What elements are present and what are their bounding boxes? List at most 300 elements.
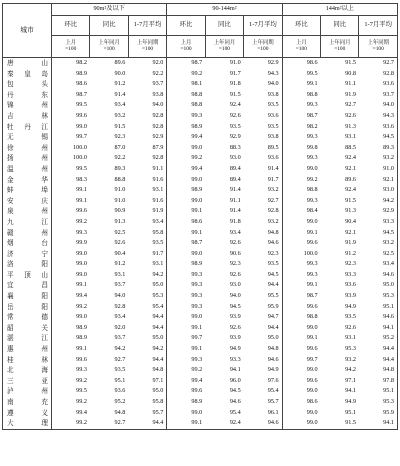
index-value-cell: 91.2 bbox=[114, 80, 126, 88]
table-row bbox=[3, 196, 398, 207]
index-value-cell: 99.1 bbox=[76, 281, 87, 289]
index-value-cell: 93.1 bbox=[345, 334, 356, 342]
index-value-cell: 99.4 bbox=[76, 408, 87, 416]
index-value-cell: 93.4 bbox=[114, 101, 126, 109]
index-value-cell: 94.0 bbox=[383, 101, 394, 109]
index-value-cell: 95.3 bbox=[128, 291, 166, 302]
city-cell: 包头 bbox=[3, 79, 52, 90]
index-value-cell: 93.5 bbox=[244, 122, 282, 133]
index-value-cell: 88.8 bbox=[114, 175, 126, 183]
index-value-cell: 92.6 bbox=[345, 323, 356, 331]
index-value-cell: 92.6 bbox=[345, 111, 356, 119]
index-value-cell: 98.9 bbox=[191, 260, 203, 268]
index-value-cell: 91.0 bbox=[114, 196, 126, 204]
index-value-cell: 99.2 bbox=[76, 376, 87, 384]
index-value-cell: 92.8 bbox=[128, 122, 166, 133]
index-value-cell: 99.3 bbox=[306, 260, 318, 268]
table-row bbox=[3, 58, 398, 69]
index-value-cell: 95.3 bbox=[383, 292, 394, 300]
index-value-cell: 95.1 bbox=[383, 302, 394, 310]
index-value-cell: 92.8 bbox=[128, 111, 166, 122]
table-row bbox=[3, 280, 398, 291]
index-value-cell: 99.3 bbox=[306, 154, 318, 162]
index-value-cell: 93.2 bbox=[244, 185, 282, 196]
index-value-cell: 93.2 bbox=[383, 239, 394, 247]
index-value-cell: 93.7 bbox=[383, 90, 394, 98]
index-value-cell: 95.0 bbox=[128, 333, 166, 344]
city-cell: 丹东 bbox=[3, 90, 52, 101]
table-row bbox=[3, 228, 398, 239]
index-value-cell: 94.8 bbox=[128, 365, 166, 376]
index-value-cell: 89.6 bbox=[345, 175, 356, 183]
index-value-cell: 93.6 bbox=[114, 387, 126, 395]
table-row bbox=[3, 122, 398, 133]
index-value-cell: 92.4 bbox=[205, 418, 243, 429]
index-value-cell: 99.0 bbox=[76, 313, 87, 321]
table-row bbox=[3, 79, 398, 90]
index-value-cell: 94.1 bbox=[359, 418, 398, 429]
index-value-cell: 98.7 bbox=[191, 59, 203, 66]
city-cell: 济宁 bbox=[3, 249, 52, 260]
index-value-cell: 99.0 bbox=[306, 408, 318, 416]
index-value-cell: 99.1 bbox=[76, 186, 87, 194]
index-value-cell: 94.4 bbox=[244, 280, 282, 291]
index-value-cell: 92.8 bbox=[114, 302, 126, 310]
table-row bbox=[3, 249, 398, 260]
table-row bbox=[3, 302, 398, 313]
index-value-cell: 92.9 bbox=[383, 207, 394, 215]
index-value-cell: 91.3 bbox=[345, 122, 356, 130]
index-value-cell: 99.2 bbox=[306, 175, 318, 183]
index-value-cell: 94.9 bbox=[345, 398, 356, 405]
index-value-cell: 93.4 bbox=[114, 313, 126, 321]
index-value-cell: 95.9 bbox=[244, 302, 282, 313]
index-value-cell: 99.0 bbox=[306, 217, 318, 225]
index-value-cell: 94.1 bbox=[229, 366, 241, 374]
table-row bbox=[3, 418, 398, 429]
index-value-cell: 93.2 bbox=[244, 217, 282, 228]
index-value-cell: 93.4 bbox=[128, 217, 166, 228]
index-value-cell: 99.4 bbox=[76, 292, 87, 300]
index-value-cell: 93.7 bbox=[128, 79, 166, 90]
index-value-cell: 99.6 bbox=[76, 355, 87, 363]
index-value-cell: 94.6 bbox=[383, 313, 394, 321]
index-value-cell: 95.4 bbox=[128, 302, 166, 313]
index-value-cell: 99.6 bbox=[76, 207, 87, 215]
index-value-cell: 99.4 bbox=[191, 133, 203, 141]
metric-header-avg: 1-7月平均 bbox=[128, 16, 166, 36]
index-value-cell: 94.6 bbox=[383, 270, 394, 278]
index-value-cell: 93.7 bbox=[114, 334, 126, 342]
index-value-cell: 93.5 bbox=[114, 366, 126, 374]
index-value-cell: 99.7 bbox=[191, 334, 203, 342]
index-value-cell: 91.9 bbox=[345, 90, 356, 98]
table-row bbox=[3, 217, 398, 228]
index-value-cell: 94.2 bbox=[345, 366, 356, 374]
index-value-cell: 98.1 bbox=[191, 80, 203, 88]
index-value-cell: 98.9 bbox=[191, 122, 203, 130]
index-value-cell: 98.8 bbox=[306, 186, 318, 194]
index-value-cell: 93.5 bbox=[128, 238, 166, 249]
index-value-cell: 98.6 bbox=[306, 398, 318, 405]
table-row bbox=[3, 376, 398, 387]
index-value-cell: 99.6 bbox=[191, 387, 203, 395]
index-value-cell: 94.5 bbox=[229, 387, 241, 395]
index-value-cell: 93.5 bbox=[345, 313, 356, 321]
index-value-cell: 91.6 bbox=[128, 196, 166, 207]
index-value-cell: 90.8 bbox=[345, 69, 356, 77]
index-value-cell: 93.8 bbox=[244, 90, 282, 101]
index-value-cell: 93.8 bbox=[128, 90, 166, 101]
index-value-cell: 99.3 bbox=[191, 111, 203, 119]
index-value-cell: 98.8 bbox=[191, 90, 203, 98]
index-value-cell: 99.1 bbox=[191, 323, 203, 331]
index-value-cell: 100.0 bbox=[303, 249, 318, 257]
group-header-large: 144m²以上 bbox=[282, 4, 397, 16]
index-value-cell: 98.2 bbox=[306, 122, 318, 130]
index-value-cell: 94.4 bbox=[244, 323, 282, 334]
city-cell: 北海 bbox=[3, 365, 52, 376]
city-cell: 洛阳 bbox=[3, 259, 52, 270]
base-header: 上年同月 =100 bbox=[205, 36, 243, 58]
table-row bbox=[3, 355, 398, 366]
base-header: 上年同期 =100 bbox=[244, 36, 282, 58]
base-header: 上年同期 =100 bbox=[128, 36, 166, 58]
index-value-cell: 93.1 bbox=[114, 270, 126, 278]
index-value-cell: 92.6 bbox=[229, 111, 241, 119]
table-row bbox=[3, 397, 398, 408]
table-row bbox=[3, 153, 398, 164]
index-value-cell: 99.6 bbox=[306, 345, 318, 353]
index-value-cell: 98.2 bbox=[76, 59, 87, 66]
index-value-cell: 94.7 bbox=[244, 312, 282, 323]
city-cell: 蚌埠 bbox=[3, 185, 52, 196]
index-value-cell: 99.0 bbox=[76, 122, 87, 130]
index-value-cell: 93.0 bbox=[383, 186, 394, 194]
index-value-cell: 95.8 bbox=[128, 397, 166, 408]
index-value-cell: 94.6 bbox=[244, 355, 282, 366]
index-value-cell: 91.6 bbox=[128, 175, 166, 186]
index-value-cell: 94.4 bbox=[383, 355, 394, 363]
index-value-cell: 91.5 bbox=[345, 59, 356, 66]
index-value-cell: 92.6 bbox=[229, 239, 241, 247]
index-value-cell: 92.7 bbox=[244, 196, 282, 207]
index-value-cell: 95.2 bbox=[114, 398, 126, 405]
index-value-cell: 98.9 bbox=[76, 334, 87, 342]
index-value-cell: 91.5 bbox=[114, 122, 126, 130]
index-value-cell: 99.0 bbox=[191, 196, 203, 204]
index-value-cell: 93.8 bbox=[244, 132, 282, 143]
index-value-cell: 94.2 bbox=[128, 270, 166, 281]
index-value-cell: 93.5 bbox=[229, 122, 241, 130]
index-value-cell: 94.2 bbox=[383, 196, 394, 204]
city-cell: 韶关 bbox=[3, 323, 52, 334]
metric-header-yoy: 同比 bbox=[321, 16, 359, 36]
index-value-cell: 93.2 bbox=[383, 154, 394, 162]
index-value-cell: 97.6 bbox=[244, 376, 282, 387]
table-row bbox=[3, 100, 398, 111]
index-value-cell: 95.7 bbox=[244, 397, 282, 408]
index-value-cell: 91.4 bbox=[244, 164, 282, 175]
index-value-cell: 100.0 bbox=[73, 143, 87, 151]
table-row bbox=[3, 408, 398, 419]
index-value-cell: 87.0 bbox=[114, 143, 126, 151]
metric-header-mom: 环比 bbox=[52, 16, 90, 36]
index-value-cell: 90.6 bbox=[229, 249, 241, 257]
index-value-cell: 99.0 bbox=[76, 260, 87, 268]
index-value-cell: 98.8 bbox=[191, 101, 203, 109]
table-row bbox=[3, 365, 398, 376]
index-value-cell: 94.2 bbox=[114, 345, 126, 353]
city-cell: 温州 bbox=[3, 164, 52, 175]
index-value-cell: 89.4 bbox=[229, 164, 241, 172]
index-value-cell: 93.3 bbox=[229, 355, 241, 363]
index-value-cell: 99.2 bbox=[191, 69, 203, 77]
base-header: 上年同月 =100 bbox=[90, 36, 128, 58]
index-value-cell: 94.4 bbox=[383, 345, 394, 353]
index-value-cell: 94.2 bbox=[128, 344, 166, 355]
index-value-cell: 87.9 bbox=[128, 143, 166, 154]
index-value-cell: 98.7 bbox=[191, 239, 203, 247]
index-value-cell: 99.5 bbox=[76, 164, 87, 172]
index-value-cell: 99.0 bbox=[191, 408, 203, 416]
index-value-cell: 99.3 bbox=[306, 101, 318, 109]
index-value-cell: 95.4 bbox=[229, 408, 241, 416]
index-value-cell: 98.7 bbox=[306, 111, 318, 119]
index-value-cell: 93.1 bbox=[128, 185, 166, 196]
index-value-cell: 92.3 bbox=[244, 249, 282, 260]
index-value-cell: 99.3 bbox=[191, 292, 203, 300]
index-value-cell: 92.7 bbox=[345, 101, 356, 109]
metric-header-avg: 1-7月平均 bbox=[359, 16, 398, 36]
city-cell: 徐州 bbox=[3, 143, 52, 154]
index-value-cell: 94.5 bbox=[383, 133, 394, 141]
index-value-cell: 99.0 bbox=[306, 387, 318, 395]
index-value-cell: 95.7 bbox=[128, 408, 166, 419]
table-row bbox=[3, 185, 398, 196]
index-value-cell: 98.9 bbox=[76, 323, 87, 331]
index-value-cell: 93.6 bbox=[244, 111, 282, 122]
table-row bbox=[3, 175, 398, 186]
table-body bbox=[3, 58, 398, 430]
index-value-cell: 99.3 bbox=[191, 302, 203, 310]
index-value-cell: 91.4 bbox=[229, 186, 241, 194]
city-cell: 宜昌 bbox=[3, 280, 52, 291]
index-value-cell: 94.5 bbox=[383, 228, 394, 236]
index-value-cell: 91.9 bbox=[345, 239, 356, 247]
index-value-cell: 95.0 bbox=[128, 386, 166, 397]
index-value-cell: 93.6 bbox=[383, 80, 394, 88]
index-value-cell: 98.8 bbox=[306, 313, 318, 321]
index-value-cell: 92.4 bbox=[345, 154, 356, 162]
index-value-cell: 92.8 bbox=[128, 153, 166, 164]
index-value-cell: 99.0 bbox=[306, 366, 318, 374]
index-value-cell: 92.4 bbox=[229, 101, 241, 109]
index-value-cell: 99.8 bbox=[306, 143, 318, 151]
index-value-cell: 99.6 bbox=[306, 376, 318, 384]
group-header-medium: 90-144m² bbox=[167, 4, 282, 16]
index-value-cell: 99.2 bbox=[52, 418, 90, 429]
index-value-cell: 99.3 bbox=[76, 366, 87, 374]
index-value-cell: 99.1 bbox=[191, 207, 203, 215]
index-value-cell: 90.4 bbox=[345, 217, 356, 225]
index-value-cell: 94.0 bbox=[128, 100, 166, 111]
index-value-cell: 99.5 bbox=[76, 387, 87, 395]
city-cell: 三亚 bbox=[3, 376, 52, 387]
index-value-cell: 94.3 bbox=[244, 69, 282, 80]
index-value-cell: 94.6 bbox=[244, 238, 282, 249]
index-value-cell: 92.9 bbox=[229, 133, 241, 141]
city-cell: 吉林 bbox=[3, 111, 52, 122]
index-value-cell: 95.3 bbox=[345, 345, 356, 353]
index-value-cell: 100.0 bbox=[73, 154, 87, 162]
index-value-cell: 99.7 bbox=[76, 133, 87, 141]
index-value-cell: 92.6 bbox=[229, 323, 241, 331]
index-value-cell: 93.1 bbox=[128, 259, 166, 270]
base-header: 上月 =100 bbox=[282, 36, 320, 58]
index-value-cell: 99.2 bbox=[76, 302, 87, 310]
index-value-cell: 92.7 bbox=[383, 59, 394, 66]
index-value-cell: 95.0 bbox=[383, 281, 394, 289]
index-value-cell: 92.5 bbox=[114, 228, 126, 236]
metric-header-mom: 环比 bbox=[282, 16, 320, 36]
index-value-cell: 92.7 bbox=[114, 355, 126, 363]
index-value-cell: 93.0 bbox=[229, 154, 241, 162]
index-value-cell: 89.3 bbox=[383, 143, 394, 151]
index-value-cell: 92.2 bbox=[114, 154, 126, 162]
city-cell: 湛江 bbox=[3, 333, 52, 344]
table-row bbox=[3, 164, 398, 175]
city-cell: 安庆 bbox=[3, 196, 52, 207]
index-value-cell: 99.0 bbox=[306, 164, 318, 172]
index-value-cell: 92.9 bbox=[128, 132, 166, 143]
table-row bbox=[3, 90, 398, 101]
table-row bbox=[3, 344, 398, 355]
index-value-cell: 92.1 bbox=[345, 228, 356, 236]
index-value-cell: 92.7 bbox=[90, 418, 128, 429]
table-row bbox=[3, 132, 398, 143]
index-value-cell: 99.1 bbox=[76, 345, 87, 353]
city-cell: 襄阳 bbox=[3, 291, 52, 302]
base-header: 上月 =100 bbox=[52, 36, 90, 58]
index-value-cell: 94.9 bbox=[244, 365, 282, 376]
table-row bbox=[3, 259, 398, 270]
index-value-cell: 98.8 bbox=[306, 90, 318, 98]
table-row bbox=[3, 238, 398, 249]
index-value-cell: 91.5 bbox=[321, 418, 359, 429]
index-value-cell: 99.3 bbox=[306, 196, 318, 204]
index-value-cell: 95.9 bbox=[383, 408, 394, 416]
index-value-cell: 91.7 bbox=[244, 175, 282, 186]
index-value-cell: 94.1 bbox=[383, 323, 394, 331]
index-value-cell: 93.9 bbox=[229, 334, 241, 342]
index-value-cell: 92.6 bbox=[229, 270, 241, 278]
metric-header-yoy: 同比 bbox=[90, 16, 128, 36]
index-value-cell: 92.8 bbox=[244, 206, 282, 217]
base-header: 上年同月 =100 bbox=[321, 36, 359, 58]
metric-header-yoy: 同比 bbox=[205, 16, 243, 36]
index-value-cell: 99.0 bbox=[191, 143, 203, 151]
index-value-cell: 92.2 bbox=[128, 69, 166, 80]
index-value-cell: 91.1 bbox=[345, 80, 356, 88]
index-value-cell: 92.9 bbox=[244, 58, 282, 69]
index-value-cell: 93.4 bbox=[229, 228, 241, 236]
index-value-cell: 91.0 bbox=[383, 164, 394, 172]
city-cell: 赣州 bbox=[3, 228, 52, 239]
index-value-cell: 98.7 bbox=[306, 292, 318, 300]
index-value-cell: 95.1 bbox=[383, 387, 394, 395]
index-value-cell: 98.6 bbox=[306, 59, 318, 66]
index-value-cell: 91.5 bbox=[345, 196, 356, 204]
index-value-cell: 99.3 bbox=[76, 228, 87, 236]
index-value-cell: 89.4 bbox=[229, 175, 241, 183]
index-value-cell: 98.6 bbox=[76, 80, 87, 88]
index-value-cell: 89.6 bbox=[114, 59, 126, 66]
index-value-cell: 99.2 bbox=[191, 366, 203, 374]
price-index-table bbox=[2, 3, 398, 430]
city-cell: 惠州 bbox=[3, 344, 52, 355]
index-value-cell: 98.6 bbox=[191, 217, 203, 225]
city-cell: 九江 bbox=[3, 217, 52, 228]
index-value-cell: 95.1 bbox=[345, 408, 356, 416]
index-value-cell: 91.3 bbox=[345, 207, 356, 215]
index-value-cell: 89.3 bbox=[114, 164, 126, 172]
index-value-cell: 92.1 bbox=[383, 175, 394, 183]
index-value-cell: 98.7 bbox=[76, 90, 87, 98]
table-header bbox=[3, 4, 398, 58]
metric-header-mom: 环比 bbox=[167, 16, 205, 36]
index-value-cell: 93.9 bbox=[345, 292, 356, 300]
index-value-cell: 95.0 bbox=[128, 280, 166, 291]
table-row bbox=[3, 111, 398, 122]
index-value-cell: 94.0 bbox=[229, 292, 241, 300]
index-value-cell: 99.1 bbox=[306, 334, 318, 342]
index-value-cell: 94.8 bbox=[244, 228, 282, 239]
index-value-cell: 99.1 bbox=[306, 281, 318, 289]
index-value-cell: 88.3 bbox=[229, 143, 241, 151]
index-value-cell: 98.4 bbox=[306, 207, 318, 215]
city-cell: 无锡 bbox=[3, 132, 52, 143]
group-header-small: 90m²及以下 bbox=[52, 4, 167, 16]
index-value-cell: 99.6 bbox=[76, 111, 87, 119]
index-value-cell: 98.9 bbox=[191, 398, 203, 405]
index-value-cell: 94.8 bbox=[383, 366, 394, 374]
index-value-cell: 93.5 bbox=[244, 259, 282, 270]
index-value-cell: 99.7 bbox=[306, 355, 318, 363]
index-value-cell: 99.3 bbox=[191, 355, 203, 363]
index-value-cell: 99.6 bbox=[306, 302, 318, 310]
index-value-cell: 99.3 bbox=[306, 133, 318, 141]
index-value-cell: 92.3 bbox=[345, 260, 356, 268]
city-cell: 平顶山 bbox=[3, 270, 52, 281]
index-value-cell: 99.0 bbox=[191, 175, 203, 183]
index-value-cell: 99.4 bbox=[191, 164, 203, 172]
index-value-cell: 92.3 bbox=[229, 260, 241, 268]
index-value-cell: 99.1 bbox=[167, 418, 205, 429]
table-row bbox=[3, 291, 398, 302]
index-value-cell: 99.0 bbox=[76, 249, 87, 257]
index-value-cell: 99.1 bbox=[191, 345, 203, 353]
index-value-cell: 99.1 bbox=[191, 228, 203, 236]
index-value-cell: 91.2 bbox=[345, 249, 356, 257]
index-value-cell: 95.1 bbox=[114, 376, 126, 384]
index-value-cell: 99.5 bbox=[306, 69, 318, 77]
index-value-cell: 94.6 bbox=[229, 398, 241, 405]
index-value-cell: 94.9 bbox=[345, 302, 356, 310]
index-value-cell: 91.1 bbox=[128, 164, 166, 175]
index-value-cell: 94.0 bbox=[244, 79, 282, 90]
index-value-cell: 93.6 bbox=[345, 281, 356, 289]
